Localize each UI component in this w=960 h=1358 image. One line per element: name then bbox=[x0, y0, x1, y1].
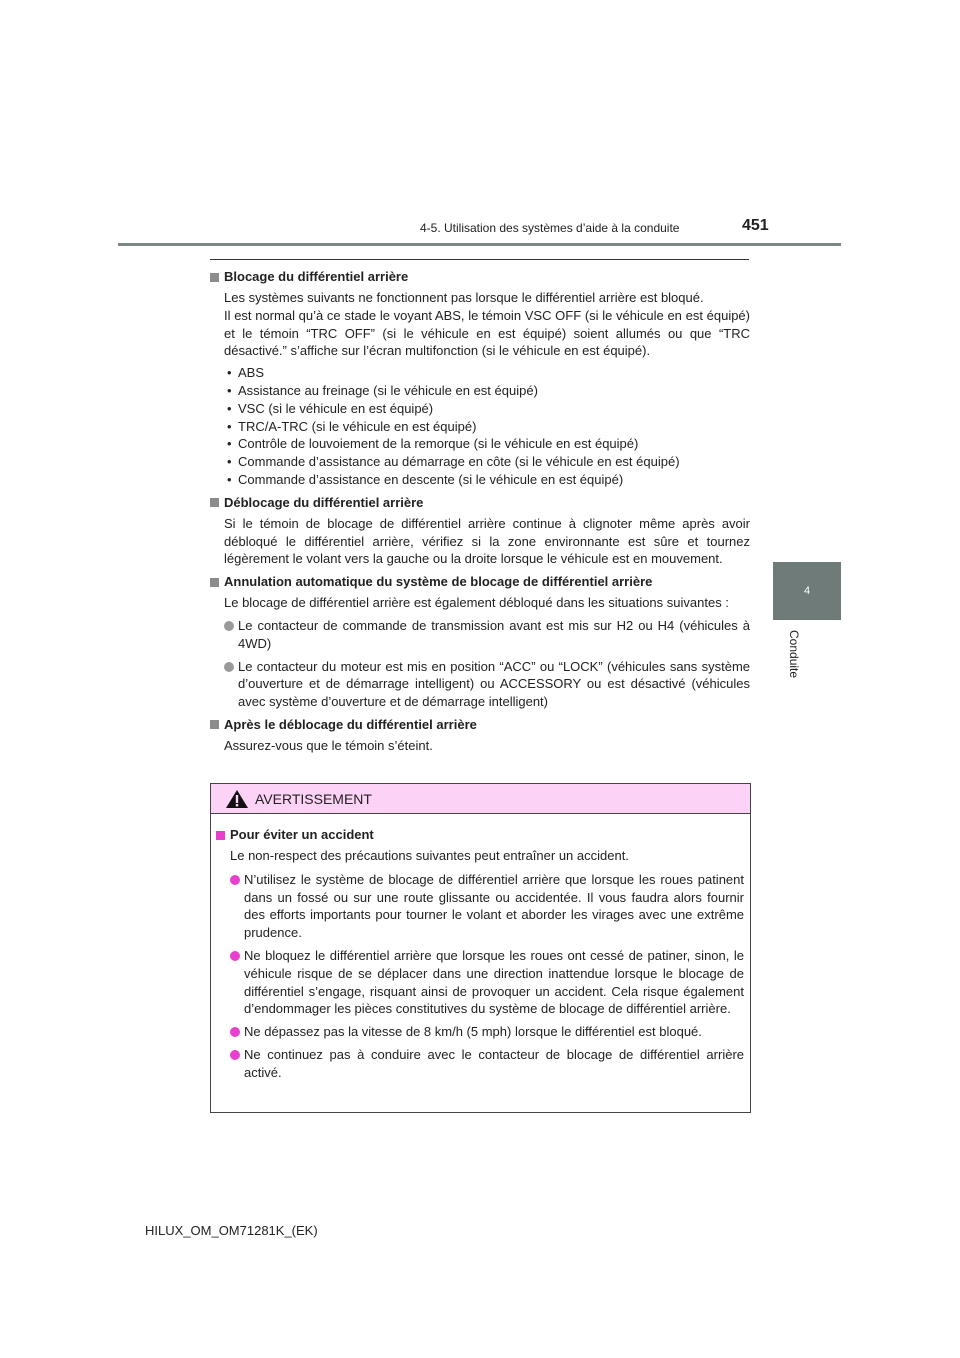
paragraph: Le blocage de différentiel arrière est également débloqué dans les situations suivantes : bbox=[224, 595, 729, 611]
list-item: • Commande d’assistance en descente (si le véhicule en est équipé) bbox=[224, 471, 750, 489]
paragraph: Il est normal qu’à ce stade le voyant ABS, le témoin VSC OFF (si le véhicule en est équipé) et le témoin “TRC OFF” (si le véhicule en est équipé) soient allumés ou que “TRC désactivé.” s’affiche sur l’écran multifonction (si le véhicule en est équipé). bbox=[224, 307, 750, 359]
chapter-number: 4 bbox=[803, 585, 811, 597]
list-item bbox=[230, 1023, 744, 1041]
paragraph: Les systèmes suivants ne fonctionnent pas lorsque le différentiel arrière est bloqué. bbox=[224, 290, 704, 305]
paragraph: Si le témoin de blocage de différentiel arrière continue à clignoter même après avoir débloqué le différentiel arrière, vérifiez si la zone environnante est sûre et tournez légèrement le volant vers la gauche ou la droite lorsque le véhicule est en mouvement. bbox=[224, 515, 750, 567]
section-title: 4-5. Utilisation des systèmes d’aide à la conduite bbox=[420, 221, 680, 235]
list-item: • VSC (si le véhicule en est équipé) bbox=[224, 400, 750, 418]
dot-bullet-icon bbox=[230, 1027, 240, 1037]
list-item bbox=[224, 617, 750, 653]
page-number: 451 bbox=[742, 217, 769, 234]
dot-bullet-icon bbox=[230, 1050, 240, 1060]
list-item bbox=[230, 947, 744, 1018]
heading-text: Après le déblocage du différentiel arrière bbox=[224, 716, 477, 732]
section-heading bbox=[210, 716, 750, 734]
warning-body bbox=[211, 814, 750, 1082]
paragraph: Le non-respect des précautions suivantes peut entraîner un accident. bbox=[230, 848, 629, 863]
section-apres bbox=[210, 716, 750, 755]
section-heading bbox=[210, 573, 750, 591]
content-divider bbox=[210, 259, 749, 260]
square-bullet-icon bbox=[216, 831, 225, 840]
warning-heading bbox=[216, 826, 744, 844]
item-text: Le contacteur de commande de transmission avant est mis sur H2 ou H4 (véhicules à 4WD) bbox=[238, 617, 750, 651]
item-text: Le contacteur du moteur est mis en position “ACC” ou “LOCK” (véhicules sans système d’ouverture et de démarrage intelligent) ou ACCESSORY ou est désactivé (véhicules avec système d’ouverture et de démarrage intelligent) bbox=[238, 658, 750, 710]
main-content bbox=[210, 268, 750, 760]
heading-text: Déblocage du différentiel arrière bbox=[224, 494, 424, 510]
warning-triangle-icon bbox=[225, 789, 249, 809]
list-item: • Commande d’assistance au démarrage en côte (si le véhicule en est équipé) bbox=[224, 453, 750, 471]
list-item bbox=[230, 871, 744, 942]
dot-bullet-icon bbox=[230, 875, 240, 885]
list-item: • ABS bbox=[224, 364, 750, 382]
paragraph: Assurez-vous que le témoin s’éteint. bbox=[224, 737, 433, 753]
warning-label: AVERTISSEMENT bbox=[255, 790, 372, 807]
heading-text: Pour éviter un accident bbox=[230, 827, 374, 842]
section-annulation bbox=[210, 573, 750, 711]
list-item: • Assistance au freinage (si le véhicule en est équipé) bbox=[224, 382, 750, 400]
item-text: Ne continuez pas à conduire avec le contacteur de blocage de différentiel arrière activé. bbox=[244, 1046, 744, 1080]
chapter-label: Conduite bbox=[787, 630, 801, 679]
square-bullet-icon bbox=[210, 273, 219, 282]
list-item bbox=[224, 658, 750, 711]
section-blocage bbox=[210, 268, 750, 489]
heading-text: Blocage du différentiel arrière bbox=[224, 269, 409, 284]
chapter-tab[interactable] bbox=[773, 562, 841, 620]
warning-box bbox=[210, 783, 751, 1113]
section-heading bbox=[210, 268, 750, 286]
item-text: Ne dépassez pas la vitesse de 8 km/h (5 mph) lorsque le différentiel est bloqué. bbox=[244, 1024, 702, 1040]
square-bullet-icon bbox=[210, 720, 219, 729]
dot-bullet-icon bbox=[224, 621, 234, 631]
document-code: HILUX_OM_OM71281K_(EK) bbox=[145, 1223, 318, 1238]
section-heading bbox=[210, 494, 750, 512]
header-divider bbox=[118, 243, 841, 246]
list-item bbox=[230, 1046, 744, 1082]
bullet-list bbox=[224, 364, 750, 489]
heading-text: Annulation automatique du système de blocage de différentiel arrière bbox=[224, 574, 653, 590]
item-text: N’utilisez le système de blocage de différentiel arrière que lorsque les roues patinent dans un fossé ou sur une route glissante ou accidentée. Il vous faudra alors fournir des efforts importants pour tourner le volant et aborder les virages avec une extrême prudence. bbox=[244, 871, 744, 941]
square-bullet-icon bbox=[210, 578, 219, 587]
item-text: Ne bloquez le différentiel arrière que lorsque les roues ont cessé de patiner, sinon, le véhicule risque de se déplacer dans une direction inattendue lorsque le blocage de différentiel s’engage, risquant ainsi de provoquer un accident. Cela risque également d’endommager les pièces constitutives du système de blocage de différentiel arrière. bbox=[244, 947, 744, 1017]
warning-header bbox=[211, 784, 750, 814]
dot-bullet-icon bbox=[224, 662, 234, 672]
dot-bullet-icon bbox=[230, 951, 240, 961]
section-deblocage bbox=[210, 494, 750, 568]
list-item: • Contrôle de louvoiement de la remorque (si le véhicule en est équipé) bbox=[224, 435, 750, 453]
list-item: • TRC/A-TRC (si le véhicule en est équipé) bbox=[224, 418, 750, 436]
square-bullet-icon bbox=[210, 498, 219, 507]
